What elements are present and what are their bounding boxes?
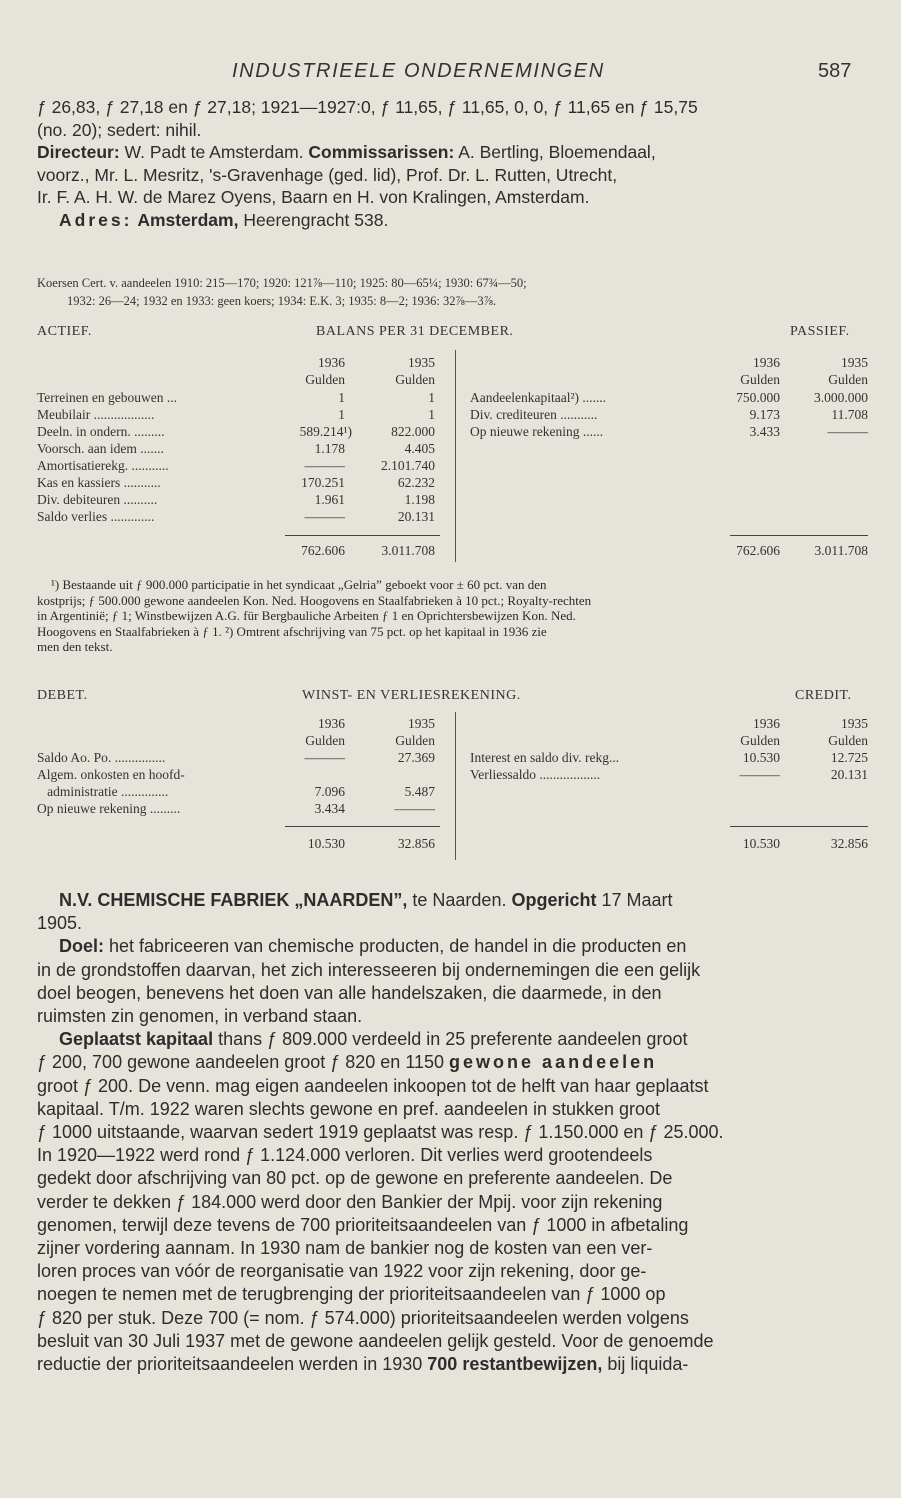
table-row-label: Voorsch. aan idem ....... [37, 441, 164, 456]
company-place: te Naarden. [412, 890, 507, 910]
year-header: 1936 [318, 716, 345, 731]
table-cell: 20.131 [397, 509, 435, 524]
table-cell: 2.101.740 [381, 458, 435, 473]
commissarissen-text: A. Bertling, Bloemendaal, [458, 142, 656, 162]
text-line: groot ƒ 200. De venn. mag eigen aandeelen inkoopen tot de helft van haar geplaatst [37, 1075, 709, 1096]
table-row-label: Algem. onkosten en hoofd- [37, 767, 185, 782]
kapitaal-spaced-text: gewone aandeelen [449, 1052, 658, 1073]
balans-divider [455, 350, 456, 562]
table-cell: 20.131 [830, 767, 868, 782]
directeur-text: W. Padt te Amsterdam. [124, 142, 304, 162]
koersen-line: Koersen Cert. v. aandeelen 1910: 215—170; 1920: 121⅞—110; 1925: 80—65¼; 1930: 67¾—50; [37, 276, 527, 290]
table-row-label: Kas en kassiers ........... [37, 475, 161, 490]
table-cell: 3.434 [314, 801, 345, 816]
unit-header: Gulden [305, 372, 345, 387]
unit-header: Gulden [305, 733, 345, 748]
total-rule [285, 826, 440, 827]
table-row-label: Op nieuwe rekening ...... [470, 424, 604, 439]
year-header: 1936 [753, 355, 780, 370]
kapitaal-text: ƒ 200, 700 gewone aandeelen groot ƒ 820 en 1150 [37, 1052, 445, 1073]
opgericht-date: 17 Maart [601, 890, 673, 910]
table-row-label: Div. debiteuren .......... [37, 492, 158, 507]
year-header: 1936 [318, 355, 345, 370]
unit-header: Gulden [395, 372, 435, 387]
adres-city: Amsterdam, [137, 209, 239, 230]
passief-total-1935: 3.011.708 [814, 543, 868, 558]
table-row-label: Saldo verlies ............. [37, 509, 155, 524]
table-cell: ——— [827, 424, 868, 439]
text-line: gedekt door afschrijving van 80 pct. op de gewone en preferente aandeelen. De [37, 1168, 673, 1189]
total-rule [730, 535, 868, 536]
previous-entry-text [37, 96, 867, 231]
koersen-block [37, 274, 868, 310]
company-name: N.V. CHEMISCHE FABRIEK „NAARDEN”, [59, 890, 408, 910]
year-header: 1935 [408, 355, 435, 370]
table-cell: 1.198 [404, 492, 435, 507]
winst-title: WINST- EN VERLIESREKENING. [302, 688, 521, 703]
unit-header: Gulden [395, 733, 435, 748]
table-row-label: administratie .............. [37, 784, 169, 799]
unit-header: Gulden [740, 372, 780, 387]
debet-caption: DEBET. [37, 688, 88, 703]
table-cell: 1 [428, 390, 435, 405]
text-line: zijner vordering aannam. In 1930 nam de bankier nog de kosten van een ver- [37, 1238, 653, 1259]
actief-caption: ACTIEF. [37, 324, 92, 339]
table-cell: 27.369 [397, 750, 435, 765]
unit-header: Gulden [828, 733, 868, 748]
table-row-label: Interest en saldo div. rekg... [470, 750, 620, 765]
table-row-label: Aandeelenkapitaal²) ....... [470, 390, 606, 405]
table-cell: 1.178 [314, 441, 345, 456]
footnote-line: Hoogovens en Staalfabrieken à ƒ 1. ²) Omtrent afschrijving van 75 pct. op het kapitaal in 1936 zie [37, 623, 547, 639]
credit-caption: CREDIT. [795, 688, 852, 703]
doel-text: het fabriceeren van chemische producten, de handel in die producten en [109, 936, 687, 957]
doel-line [37, 935, 867, 958]
table-cell: ——— [739, 767, 780, 782]
table-cell: ——— [394, 801, 435, 816]
running-head: INDUSTRIEELE ONDERNEMINGEN [232, 60, 605, 82]
adres-street: Heerengracht 538. [243, 209, 389, 230]
text-line: ƒ 820 per stuk. Deze 700 (= nom. ƒ 574.000) prioriteitsaandeelen werden volgens [37, 1307, 689, 1328]
credit-total-1935: 32.856 [830, 836, 868, 851]
company-entry [37, 889, 867, 1376]
year-header: 1935 [408, 716, 435, 731]
table-cell: 7.096 [314, 784, 345, 799]
table-cell: 4.405 [404, 441, 435, 456]
text-line: kapitaal. T/m. 1922 waren slechts gewone en pref. aandeelen in stukken groot [37, 1098, 661, 1119]
footnote-line: kostprijs; ƒ 500.000 gewone aandeelen Kon. Ned. Hoogovens en Staalfabrieken à 10 pct.; Royalty-rechten [37, 592, 592, 608]
year-header: 1935 [841, 355, 868, 370]
table-cell: ——— [304, 750, 345, 765]
winst-divider [455, 712, 456, 860]
table-cell: 589.214¹) [299, 424, 352, 439]
table-row-label: Meubilair .................. [37, 407, 155, 422]
debet-total-1935: 32.856 [397, 836, 435, 851]
text-line: ƒ 1000 uitstaande, waarvan sedert 1919 geplaatst was resp. ƒ 1.150.000 en ƒ 25.000. [37, 1122, 724, 1143]
text-line: doel beogen, benevens het doen van alle handelszaken, die daarmede, in den [37, 982, 662, 1003]
table-row-label: Terreinen en gebouwen ... [37, 390, 177, 405]
text-line: voorz., Mr. L. Mesritz, 's-Gravenhage (ged. lid), Prof. Dr. L. Rutten, Utrecht, [37, 164, 618, 185]
table-cell: 822.000 [391, 424, 435, 439]
text-line [37, 1353, 867, 1376]
text-line: Ir. F. A. H. W. de Marez Oyens, Baarn en H. von Kralingen, Amsterdam. [37, 187, 590, 207]
text-line: (no. 20); sedert: nihil. [37, 119, 202, 140]
table-cell: 11.708 [831, 407, 868, 422]
kapitaal-label: Geplaatst kapitaal [59, 1029, 214, 1050]
table-row-label: Verliessaldo .................. [470, 767, 601, 782]
text-line: loren proces van vóór de reorganisatie van 1922 voor zijn rekening, door ge- [37, 1261, 647, 1282]
text-line: genomen, terwijl deze tevens de 700 prioriteitsaandeelen van ƒ 1000 in afbetaling [37, 1214, 689, 1235]
table-cell: 170.251 [301, 475, 345, 490]
text-line [37, 1051, 867, 1074]
actief-total-1936: 762.606 [301, 543, 345, 558]
text-line: ruimsten zin genomen, in verband staan. [37, 1006, 363, 1027]
footnote-line: in Argentinië; ƒ 1; Winstbewijzen A.G. für Bergbauliche Arbeiten ƒ 1 en Oprichtersbewijzen Kon. Ned. [37, 608, 576, 623]
text-fragment: reductie der prioriteitsaandeelen werden in 1930 [37, 1354, 423, 1375]
table-cell: 12.725 [830, 750, 868, 765]
year-header: 1935 [841, 716, 868, 731]
table-cell: ——— [304, 509, 345, 524]
unit-header: Gulden [828, 372, 868, 387]
table-cell: 10.530 [742, 750, 780, 765]
table-cell: ——— [304, 458, 345, 473]
table-cell: 750.000 [736, 390, 780, 405]
table-row-label: Amortisatierekg. ........... [37, 458, 169, 473]
actief-total-1935: 3.011.708 [381, 543, 435, 558]
adres-label: Adres: [59, 209, 133, 230]
credit-total-1936: 10.530 [742, 836, 780, 851]
table-row-label: Saldo Ao. Po. ............... [37, 750, 166, 765]
year-header: 1936 [753, 716, 780, 731]
kapitaal-text: thans ƒ 809.000 verdeeld in 25 preferente aandeelen groot [218, 1029, 688, 1050]
table-cell: 1 [338, 407, 345, 422]
total-rule [730, 826, 868, 827]
table-cell: 5.487 [404, 784, 435, 799]
table-cell: 1.961 [314, 492, 345, 507]
page-number: 587 [818, 60, 852, 82]
table-cell: 1 [428, 407, 435, 422]
text-line: noegen te nemen met de terugbrenging der prioriteitsaandeelen van ƒ 1000 op [37, 1284, 666, 1305]
table-row-label: Deeln. in ondern. ......... [37, 424, 165, 439]
doel-label: Doel: [59, 936, 104, 957]
company-heading [37, 889, 867, 912]
restantbewijzen-text: 700 restantbewijzen, [427, 1354, 603, 1375]
debet-total-1936: 10.530 [307, 836, 345, 851]
text-fragment: bij liquida- [607, 1354, 689, 1375]
commissarissen-label: Commissarissen: [308, 142, 455, 162]
footnote-line: ¹) Bestaande uit ƒ 900.000 participatie in het syndicaat „Gelria” geboekt voor ± 60 pct. van den [51, 577, 547, 592]
text-line: in de grondstoffen daarvan, het zich interesseeren bij ondernemingen die een gelijk [37, 959, 701, 980]
unit-header: Gulden [740, 733, 780, 748]
directeur-label: Directeur: [37, 142, 120, 162]
text-line: besluit van 30 Juli 1937 met de gewone aandeelen gelijk gesteld. Voor de genoemde [37, 1330, 714, 1351]
text-line: 1905. [37, 913, 83, 934]
table-cell: 1 [338, 390, 345, 405]
footnote-line: men den tekst. [37, 639, 113, 654]
passief-caption: PASSIEF. [790, 324, 850, 339]
kapitaal-line [37, 1028, 867, 1051]
table-cell: 62.232 [397, 475, 435, 490]
text-line: ƒ 26,83, ƒ 27,18 en ƒ 27,18; 1921—1927:0, ƒ 11,65, ƒ 11,65, 0, 0, ƒ 11,65 en ƒ 15,75 [37, 97, 698, 117]
adres-line [37, 209, 867, 232]
text-line: In 1920—1922 werd rond ƒ 1.124.000 verloren. Dit verlies werd grootendeels [37, 1145, 653, 1166]
total-rule [285, 535, 440, 536]
directeur-line [37, 141, 867, 164]
opgericht-label: Opgericht [511, 890, 597, 910]
koersen-line: 1932: 26—24; 1932 en 1933: geen koers; 1934: E.K. 3; 1935: 8—2; 1936: 32⅞—3⅞. [67, 294, 497, 308]
table-cell: 3.000.000 [814, 390, 868, 405]
balans-title: BALANS PER 31 DECEMBER. [316, 324, 514, 339]
balance-footnote [37, 577, 868, 655]
table-row-label: Op nieuwe rekening ......... [37, 801, 181, 816]
text-line: verder te dekken ƒ 184.000 werd door den Bankier der Mpij. voor zijn rekening [37, 1191, 663, 1212]
table-row-label: Div. crediteuren ........... [470, 407, 598, 422]
passief-total-1936: 762.606 [736, 543, 780, 558]
table-cell: 3.433 [749, 424, 780, 439]
table-cell: 9.173 [749, 407, 780, 422]
